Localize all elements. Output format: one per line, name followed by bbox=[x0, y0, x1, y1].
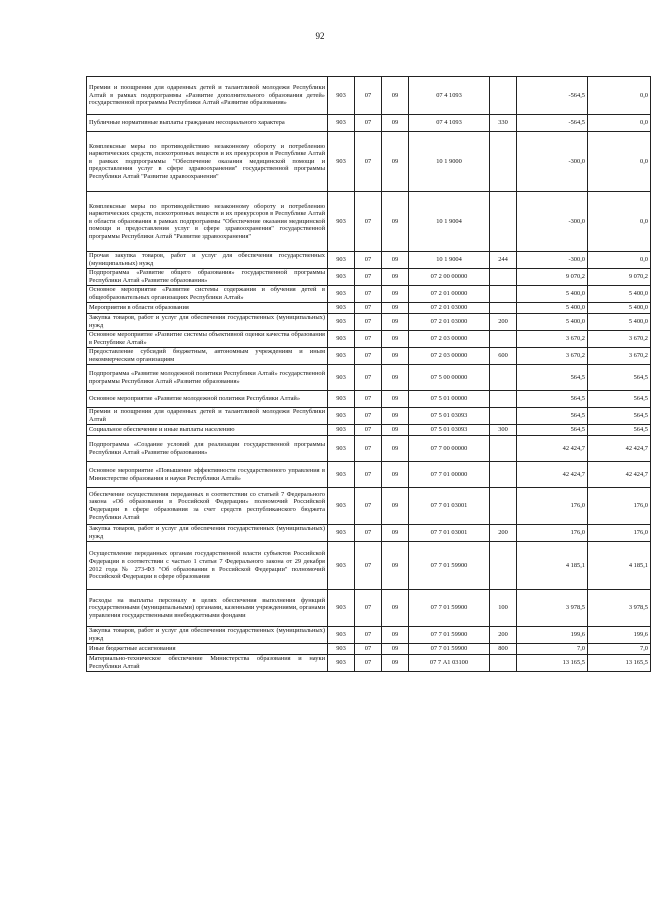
amount-change: 564,5 bbox=[517, 391, 588, 408]
table-row bbox=[87, 655, 651, 672]
subsection-code: 09 bbox=[382, 132, 409, 192]
gr-code: 903 bbox=[328, 525, 355, 542]
table-body bbox=[87, 77, 651, 672]
section-code: 07 bbox=[355, 425, 382, 436]
section-code: 07 bbox=[355, 314, 382, 331]
expense-type-code bbox=[490, 436, 517, 462]
target-article-code: 07 5 01 03093 bbox=[409, 425, 490, 436]
amount-total: 3 670,2 bbox=[588, 331, 651, 348]
gr-code: 903 bbox=[328, 425, 355, 436]
table-row bbox=[87, 391, 651, 408]
target-article-code: 07 5 01 03093 bbox=[409, 408, 490, 425]
subsection-code: 09 bbox=[382, 488, 409, 525]
amount-change: -300,0 bbox=[517, 132, 588, 192]
target-article-code: 07 7 00 00000 bbox=[409, 436, 490, 462]
table-row bbox=[87, 542, 651, 590]
target-article-code: 07 2 01 03000 bbox=[409, 303, 490, 314]
item-name: Подпрограмма «Развитие молодежной политики Республики Алтай» государственной программы Республики Алтай «Развитие образования» bbox=[87, 365, 328, 391]
item-name: Публичные нормативные выплаты гражданам несоциального характера bbox=[87, 115, 328, 132]
table-row bbox=[87, 77, 651, 115]
target-article-code: 07 7 01 59900 bbox=[409, 627, 490, 644]
gr-code: 903 bbox=[328, 348, 355, 365]
gr-code: 903 bbox=[328, 286, 355, 303]
item-name: Закупка товаров, работ и услуг для обеспечения государственных (муниципальных) нужд bbox=[87, 525, 328, 542]
amount-change: -564,5 bbox=[517, 77, 588, 115]
section-code: 07 bbox=[355, 303, 382, 314]
item-name: Комплексные меры по противодействию незаконному обороту и потреблению наркотических средств, психотропных веществ и их прекурсоров в Республике Алтай в области образования в рамках подпрограммы "Обеспечение оказания медицинской помощи и предоставления услуг в сфере здравоохранения" государственной программы Республики Алтай "Развитие здравоохранения" bbox=[87, 192, 328, 252]
target-article-code: 10 1 9004 bbox=[409, 252, 490, 269]
gr-code: 903 bbox=[328, 269, 355, 286]
target-article-code: 07 2 01 00000 bbox=[409, 286, 490, 303]
table-row bbox=[87, 525, 651, 542]
amount-total: 0,0 bbox=[588, 132, 651, 192]
subsection-code: 09 bbox=[382, 655, 409, 672]
subsection-code: 09 bbox=[382, 115, 409, 132]
amount-total: 564,5 bbox=[588, 408, 651, 425]
item-name: Основное мероприятие «Развитие системы объективной оценки качества образования в Республике Алтай» bbox=[87, 331, 328, 348]
section-code: 07 bbox=[355, 655, 382, 672]
table-row bbox=[87, 644, 651, 655]
item-name: Подпрограмма «Создание условий для реализации государственной программы Республики Алтай «Развитие образования» bbox=[87, 436, 328, 462]
section-code: 07 bbox=[355, 391, 382, 408]
budget-table bbox=[86, 76, 651, 672]
amount-change: 3 670,2 bbox=[517, 348, 588, 365]
section-code: 07 bbox=[355, 286, 382, 303]
expense-type-code bbox=[490, 488, 517, 525]
amount-total: 9 070,2 bbox=[588, 269, 651, 286]
section-code: 07 bbox=[355, 252, 382, 269]
amount-change: 3 978,5 bbox=[517, 590, 588, 627]
expense-type-code: 200 bbox=[490, 525, 517, 542]
table-row bbox=[87, 365, 651, 391]
amount-total: 5 400,0 bbox=[588, 314, 651, 331]
amount-total: 5 400,0 bbox=[588, 303, 651, 314]
gr-code: 903 bbox=[328, 77, 355, 115]
amount-change: 5 400,0 bbox=[517, 314, 588, 331]
subsection-code: 09 bbox=[382, 348, 409, 365]
table-row bbox=[87, 331, 651, 348]
expense-type-code bbox=[490, 365, 517, 391]
section-code: 07 bbox=[355, 365, 382, 391]
gr-code: 903 bbox=[328, 462, 355, 488]
subsection-code: 09 bbox=[382, 436, 409, 462]
subsection-code: 09 bbox=[382, 525, 409, 542]
gr-code: 903 bbox=[328, 542, 355, 590]
table-row bbox=[87, 132, 651, 192]
table-row bbox=[87, 303, 651, 314]
target-article-code: 07 7 01 59900 bbox=[409, 590, 490, 627]
subsection-code: 09 bbox=[382, 252, 409, 269]
item-name: Мероприятия в области образования bbox=[87, 303, 328, 314]
expense-type-code: 200 bbox=[490, 627, 517, 644]
amount-total: 42 424,7 bbox=[588, 436, 651, 462]
subsection-code: 09 bbox=[382, 192, 409, 252]
subsection-code: 09 bbox=[382, 286, 409, 303]
gr-code: 903 bbox=[328, 436, 355, 462]
subsection-code: 09 bbox=[382, 627, 409, 644]
subsection-code: 09 bbox=[382, 331, 409, 348]
item-name: Комплексные меры по противодействию незаконному обороту и потреблению наркотических средств, психотропных веществ и их прекурсоров в Республике Алтай в рамках подпрограммы "Обеспечение оказания медицинской помощи и предоставления услуг в сфере здравоохранения" государственной программы Республики Алтай "Развитие здравоохранения" bbox=[87, 132, 328, 192]
expense-type-code bbox=[490, 192, 517, 252]
subsection-code: 09 bbox=[382, 644, 409, 655]
target-article-code: 07 7 01 00000 bbox=[409, 462, 490, 488]
subsection-code: 09 bbox=[382, 590, 409, 627]
amount-total: 3 670,2 bbox=[588, 348, 651, 365]
target-article-code: 07 7 А1 03100 bbox=[409, 655, 490, 672]
subsection-code: 09 bbox=[382, 269, 409, 286]
item-name: Закупка товаров, работ и услуг для обеспечения государственных (муниципальных) нужд bbox=[87, 314, 328, 331]
section-code: 07 bbox=[355, 348, 382, 365]
amount-change: 564,5 bbox=[517, 365, 588, 391]
item-name: Иные бюджетные ассигнования bbox=[87, 644, 328, 655]
amount-total: 42 424,7 bbox=[588, 462, 651, 488]
subsection-code: 09 bbox=[382, 408, 409, 425]
gr-code: 903 bbox=[328, 627, 355, 644]
expense-type-code: 244 bbox=[490, 252, 517, 269]
target-article-code: 10 1 9000 bbox=[409, 132, 490, 192]
item-name: Материально-техническое обеспечение Министерства образования и науки Республики Алтай bbox=[87, 655, 328, 672]
amount-total: 199,6 bbox=[588, 627, 651, 644]
section-code: 07 bbox=[355, 77, 382, 115]
item-name: Основное мероприятие «Развитие молодежной политики Республики Алтай» bbox=[87, 391, 328, 408]
table-row bbox=[87, 348, 651, 365]
amount-change: 3 670,2 bbox=[517, 331, 588, 348]
subsection-code: 09 bbox=[382, 365, 409, 391]
expense-type-code bbox=[490, 462, 517, 488]
amount-change: 9 070,2 bbox=[517, 269, 588, 286]
amount-total: 5 400,0 bbox=[588, 286, 651, 303]
table-row bbox=[87, 252, 651, 269]
target-article-code: 07 4 1093 bbox=[409, 77, 490, 115]
target-article-code: 07 7 01 59900 bbox=[409, 542, 490, 590]
expense-type-code bbox=[490, 269, 517, 286]
item-name: Обеспечение осуществления переданных в соответствии со статьей 7 Федерального закона «Об образовании в Российской Федерации» полномочий Российской Федерации в сфере образования за счет средств республиканского бюджета Республики Алтай bbox=[87, 488, 328, 525]
amount-change: 176,0 bbox=[517, 488, 588, 525]
expense-type-code: 600 bbox=[490, 348, 517, 365]
amount-change: -300,0 bbox=[517, 252, 588, 269]
gr-code: 903 bbox=[328, 590, 355, 627]
subsection-code: 09 bbox=[382, 425, 409, 436]
section-code: 07 bbox=[355, 488, 382, 525]
target-article-code: 07 2 03 00000 bbox=[409, 348, 490, 365]
gr-code: 903 bbox=[328, 303, 355, 314]
section-code: 07 bbox=[355, 192, 382, 252]
target-article-code: 07 5 00 00000 bbox=[409, 365, 490, 391]
section-code: 07 bbox=[355, 644, 382, 655]
expense-type-code bbox=[490, 408, 517, 425]
table-row bbox=[87, 314, 651, 331]
amount-total: 3 978,5 bbox=[588, 590, 651, 627]
table-row bbox=[87, 590, 651, 627]
amount-total: 176,0 bbox=[588, 488, 651, 525]
gr-code: 903 bbox=[328, 408, 355, 425]
table-row bbox=[87, 286, 651, 303]
subsection-code: 09 bbox=[382, 391, 409, 408]
table-row bbox=[87, 269, 651, 286]
expense-type-code: 330 bbox=[490, 115, 517, 132]
expense-type-code: 100 bbox=[490, 590, 517, 627]
section-code: 07 bbox=[355, 269, 382, 286]
gr-code: 903 bbox=[328, 644, 355, 655]
table-row bbox=[87, 488, 651, 525]
gr-code: 903 bbox=[328, 331, 355, 348]
section-code: 07 bbox=[355, 542, 382, 590]
expense-type-code: 300 bbox=[490, 425, 517, 436]
expense-type-code bbox=[490, 655, 517, 672]
expense-type-code: 200 bbox=[490, 314, 517, 331]
expense-type-code bbox=[490, 542, 517, 590]
item-name: Основное мероприятие «Развитие системы содержания и обучения детей в общеобразовательных организациях Республики Алтай» bbox=[87, 286, 328, 303]
amount-change: 564,5 bbox=[517, 425, 588, 436]
target-article-code: 07 7 01 03001 bbox=[409, 488, 490, 525]
table-row bbox=[87, 115, 651, 132]
section-code: 07 bbox=[355, 627, 382, 644]
section-code: 07 bbox=[355, 115, 382, 132]
gr-code: 903 bbox=[328, 132, 355, 192]
target-article-code: 07 5 01 00000 bbox=[409, 391, 490, 408]
table-row bbox=[87, 627, 651, 644]
gr-code: 903 bbox=[328, 655, 355, 672]
table-row bbox=[87, 462, 651, 488]
amount-total: 4 185,1 bbox=[588, 542, 651, 590]
amount-change: 4 185,1 bbox=[517, 542, 588, 590]
amount-total: 564,5 bbox=[588, 391, 651, 408]
expense-type-code bbox=[490, 331, 517, 348]
target-article-code: 07 2 03 00000 bbox=[409, 331, 490, 348]
amount-total: 0,0 bbox=[588, 192, 651, 252]
amount-total: 0,0 bbox=[588, 115, 651, 132]
table-row bbox=[87, 436, 651, 462]
amount-total: 564,5 bbox=[588, 425, 651, 436]
amount-total: 176,0 bbox=[588, 525, 651, 542]
subsection-code: 09 bbox=[382, 77, 409, 115]
target-article-code: 07 2 01 03000 bbox=[409, 314, 490, 331]
section-code: 07 bbox=[355, 408, 382, 425]
subsection-code: 09 bbox=[382, 542, 409, 590]
subsection-code: 09 bbox=[382, 314, 409, 331]
section-code: 07 bbox=[355, 590, 382, 627]
subsection-code: 09 bbox=[382, 462, 409, 488]
amount-change: -564,5 bbox=[517, 115, 588, 132]
amount-change: 5 400,0 bbox=[517, 303, 588, 314]
amount-change: 42 424,7 bbox=[517, 436, 588, 462]
subsection-code: 09 bbox=[382, 303, 409, 314]
expense-type-code bbox=[490, 132, 517, 192]
amount-total: 0,0 bbox=[588, 77, 651, 115]
amount-change: -300,0 bbox=[517, 192, 588, 252]
amount-change: 199,6 bbox=[517, 627, 588, 644]
gr-code: 903 bbox=[328, 488, 355, 525]
table-row bbox=[87, 425, 651, 436]
gr-code: 903 bbox=[328, 115, 355, 132]
amount-total: 564,5 bbox=[588, 365, 651, 391]
item-name: Социальное обеспечение и иные выплаты населению bbox=[87, 425, 328, 436]
amount-change: 7,0 bbox=[517, 644, 588, 655]
amount-total: 7,0 bbox=[588, 644, 651, 655]
item-name: Предоставление субсидий бюджетным, автономным учреждениям и иным некоммерческим организациям bbox=[87, 348, 328, 365]
expense-type-code: 800 bbox=[490, 644, 517, 655]
amount-change: 42 424,7 bbox=[517, 462, 588, 488]
section-code: 07 bbox=[355, 132, 382, 192]
section-code: 07 bbox=[355, 331, 382, 348]
item-name: Основное мероприятие «Повышение эффективности государственного управления в Министерстве образования и науки Республики Алтай» bbox=[87, 462, 328, 488]
target-article-code: 07 7 01 03001 bbox=[409, 525, 490, 542]
item-name: Подпрограмма «Развитие общего образования» государственной программы Республики Алтай «Развитие образования» bbox=[87, 269, 328, 286]
item-name: Премии и поощрения для одаренных детей и талантливой молодежи Республики Алтай в рамках подпрограммы «Развитие дополнительного образования детей» государственной программы Республики Алтай «Развитие образования» bbox=[87, 77, 328, 115]
section-code: 07 bbox=[355, 436, 382, 462]
amount-total: 13 165,5 bbox=[588, 655, 651, 672]
target-article-code: 07 2 00 00000 bbox=[409, 269, 490, 286]
amount-change: 564,5 bbox=[517, 408, 588, 425]
amount-total: 0,0 bbox=[588, 252, 651, 269]
gr-code: 903 bbox=[328, 391, 355, 408]
item-name: Закупка товаров, работ и услуг для обеспечения государственных (муниципальных) нужд bbox=[87, 627, 328, 644]
item-name: Расходы на выплаты персоналу в целях обеспечения выполнения функций государственными (муниципальными) органами, казенными учреждениями, органами управления государственными внебюджетными фондами bbox=[87, 590, 328, 627]
page-number: 92 bbox=[315, 31, 325, 41]
item-name: Осуществление переданных органам государственной власти субъектов Российской Федерации в соответствии с частью 1 статьи 7 Федерального закона от 29 декабря 2012 года № 273-ФЗ "Об образовании в Российской Федерации" полномочий Российской Федерации в сфере образования bbox=[87, 542, 328, 590]
table-row bbox=[87, 192, 651, 252]
gr-code: 903 bbox=[328, 192, 355, 252]
amount-change: 176,0 bbox=[517, 525, 588, 542]
amount-change: 5 400,0 bbox=[517, 286, 588, 303]
item-name: Прочая закупка товаров, работ и услуг для обеспечения государственных (муниципальных) нужд bbox=[87, 252, 328, 269]
amount-change: 13 165,5 bbox=[517, 655, 588, 672]
target-article-code: 07 4 1093 bbox=[409, 115, 490, 132]
expense-type-code bbox=[490, 303, 517, 314]
table-row bbox=[87, 408, 651, 425]
section-code: 07 bbox=[355, 525, 382, 542]
expense-type-code bbox=[490, 77, 517, 115]
expense-type-code bbox=[490, 286, 517, 303]
section-code: 07 bbox=[355, 462, 382, 488]
gr-code: 903 bbox=[328, 314, 355, 331]
expense-type-code bbox=[490, 391, 517, 408]
target-article-code: 07 7 01 59900 bbox=[409, 644, 490, 655]
target-article-code: 10 1 9004 bbox=[409, 192, 490, 252]
gr-code: 903 bbox=[328, 252, 355, 269]
gr-code: 903 bbox=[328, 365, 355, 391]
item-name: Премии и поощрения для одаренных детей и талантливой молодежи Республики Алтай bbox=[87, 408, 328, 425]
